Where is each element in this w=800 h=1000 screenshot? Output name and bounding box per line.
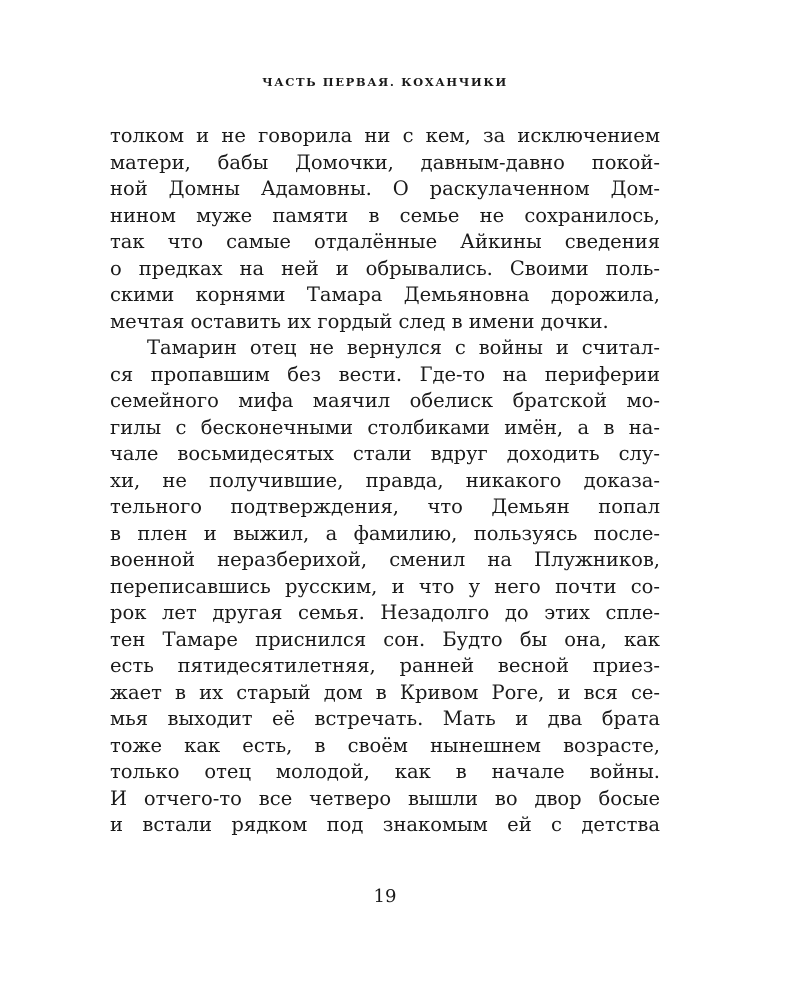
text-line: в плен и выжил, а фамилию, пользуясь после- bbox=[110, 521, 660, 545]
text-line: гилы с бесконечными столбиками имён, а в на- bbox=[110, 415, 660, 439]
text-line: И отчего-то все четверо вышли во двор босые bbox=[110, 786, 660, 810]
text-line: и встали рядком под знакомым ей с детства bbox=[110, 813, 660, 836]
text-line: тен Тамаре приснился сон. Будто бы она, как bbox=[110, 627, 660, 651]
text-line: тоже как есть, в своём нынешнем возрасте, bbox=[110, 733, 660, 757]
body-text bbox=[110, 123, 660, 839]
text-line: скими корнями Тамара Демьяновна дорожила, bbox=[110, 283, 660, 306]
text-line: так что самые отдалённые Айкины сведения bbox=[110, 230, 660, 253]
text-line: нином муже памяти в семье не сохранилось, bbox=[110, 203, 660, 227]
text-line: хи, не получившие, правда, никакого доказа- bbox=[110, 468, 660, 492]
text-line: семейного мифа маячил обелиск братской мо- bbox=[110, 389, 660, 412]
text-line: переписавшись русским, и что у него почти со- bbox=[110, 574, 660, 598]
page-number: 19 bbox=[373, 886, 397, 907]
paragraph-end-line: мечтая оставить их гордый след в имени дочки. bbox=[110, 309, 609, 333]
paragraph-start-line: Тамарин отец не вернулся с войны и считал- bbox=[147, 336, 660, 359]
text-line: чале восьмидесятых стали вдруг доходить слу- bbox=[110, 442, 660, 465]
text-line: только отец молодой, как в начале войны. bbox=[110, 760, 660, 783]
text-line: ся пропавшим без вести. Где-то на периферии bbox=[110, 362, 660, 386]
running-head: ЧАСТЬ ПЕРВАЯ. КОХАНЧИКИ bbox=[262, 75, 508, 89]
text-line: рок лет другая семья. Незадолго до этих спле- bbox=[110, 601, 660, 624]
text-line: толком и не говорила ни с кем, за исключением bbox=[110, 124, 660, 147]
text-line: военной неразберихой, сменил на Плужников, bbox=[110, 548, 660, 571]
text-line: матери, бабы Домочки, давным-давно покой- bbox=[110, 150, 660, 174]
text-line: о предках на ней и обрывались. Своими поль- bbox=[110, 256, 660, 280]
text-line: тельного подтверждения, что Демьян попал bbox=[110, 495, 660, 518]
text-line: есть пятидесятилетняя, ранней весной приез- bbox=[110, 654, 660, 677]
text-line: ной Домны Адамовны. О раскулаченном Дом- bbox=[110, 177, 660, 200]
text-line: мья выходит её встречать. Мать и два брата bbox=[110, 707, 660, 730]
text-line: жает в их старый дом в Кривом Роге, и вся се- bbox=[110, 680, 660, 704]
